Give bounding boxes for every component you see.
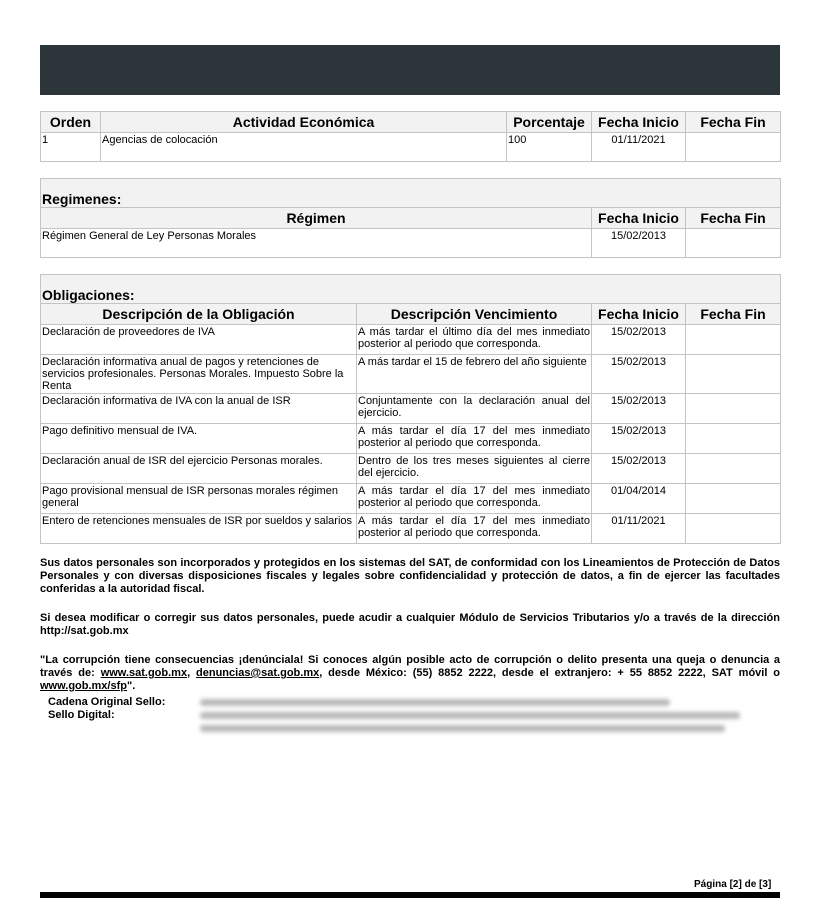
corruption-text-2: ,: [187, 667, 197, 679]
cell-fecha-inicio: 15/02/2013: [592, 229, 686, 258]
page-indicator: [694, 879, 771, 890]
cell-vencimiento: A más tardar el último día del mes inmediato posterior al periodo que corresponda.: [357, 325, 592, 355]
cell-fecha-fin: [686, 484, 781, 514]
obligaciones-title: Obligaciones:: [41, 275, 781, 304]
corruption-text-1: "La corrupción tiene consecuencias ¡denúnciala! Si conoces algún posible acto de corrupción o delito presenta una queja o denuncia a través de:: [40, 654, 780, 679]
cell-vencimiento: A más tardar el 15 de febrero del año siguiente: [357, 355, 592, 394]
cell-vencimiento: A más tardar el día 17 del mes inmediato posterior al periodo que corresponda.: [357, 484, 592, 514]
table-row: [41, 394, 781, 424]
cell-fecha-fin: [686, 514, 781, 544]
cell-fecha-inicio: 01/04/2014: [592, 484, 686, 514]
cell-fecha-inicio: 15/02/2013: [592, 454, 686, 484]
cell-porcentaje: 100: [507, 133, 592, 162]
table-row: [41, 229, 781, 258]
redacted-seal-line: [200, 699, 670, 706]
cell-fecha-fin: [686, 454, 781, 484]
section-title-row: [41, 179, 781, 208]
cell-descripcion: Declaración de proveedores de IVA: [41, 325, 357, 355]
page-de: de: [744, 879, 757, 890]
table-header-row: [41, 304, 781, 325]
regimenes-table: [40, 178, 781, 258]
corruption-text-4: ".: [127, 680, 136, 692]
cell-vencimiento: A más tardar el día 17 del mes inmediato posterior al periodo que corresponda.: [357, 424, 592, 454]
col-header-regimen: Régimen: [41, 208, 592, 229]
col-header-fecha-fin: Fecha Fin: [686, 304, 781, 325]
table-row: [41, 133, 781, 162]
sat-link[interactable]: www.sat.gob.mx: [100, 667, 188, 679]
activities-table: [40, 111, 781, 162]
cell-fecha-fin: [686, 355, 781, 394]
col-header-fecha-fin: Fecha Fin: [686, 208, 781, 229]
seal-labels: [48, 696, 165, 722]
cell-regimen: Régimen General de Ley Personas Morales: [41, 229, 592, 258]
section-title-row: [41, 275, 781, 304]
col-header-actividad: Actividad Económica: [101, 112, 507, 133]
cell-actividad: Agencias de colocación: [101, 133, 507, 162]
cell-vencimiento: Dentro de los tres meses siguientes al cierre del ejercicio.: [357, 454, 592, 484]
page-total: [3]: [759, 879, 772, 890]
cell-descripcion: Declaración informativa anual de pagos y retenciones de servicios profesionales. Personas Morales. Impuesto Sobre la Renta: [41, 355, 357, 394]
table-row: [41, 355, 781, 394]
col-header-fecha-inicio: Fecha Inicio: [592, 304, 686, 325]
cadena-original-label: Cadena Original Sello:: [48, 696, 166, 708]
col-header-descripcion: Descripción de la Obligación: [41, 304, 357, 325]
data-correction-notice: Si desea modificar o corregir sus datos personales, puede acudir a cualquier Módulo de Servicios Tributarios y/o a través de la dirección http://sat.gob.mx: [40, 612, 780, 637]
cell-fecha-inicio: 15/02/2013: [592, 394, 686, 424]
table-header-row: [41, 112, 781, 133]
footer-bar: [40, 892, 780, 898]
regimenes-title: Regimenes:: [41, 179, 781, 208]
cell-fecha-inicio: 01/11/2021: [592, 514, 686, 544]
cell-fecha-fin: [686, 325, 781, 355]
table-row: [41, 514, 781, 544]
denuncias-email-link[interactable]: denuncias@sat.gob.mx: [196, 667, 320, 679]
cell-descripcion: Entero de retenciones mensuales de ISR por sueldos y salarios: [41, 514, 357, 544]
table-row: [41, 454, 781, 484]
redacted-seal-line: [200, 712, 740, 719]
header-bar: [40, 45, 780, 95]
table-header-row: [41, 208, 781, 229]
col-header-fecha-inicio: Fecha Inicio: [592, 208, 686, 229]
table-row: [41, 484, 781, 514]
col-header-fecha-inicio: Fecha Inicio: [592, 112, 686, 133]
page-label: Página: [694, 879, 727, 890]
col-header-fecha-fin: Fecha Fin: [686, 112, 781, 133]
col-header-porcentaje: Porcentaje: [507, 112, 592, 133]
cell-orden: 1: [41, 133, 101, 162]
cell-fecha-inicio: 01/11/2021: [592, 133, 686, 162]
redacted-seal-line: [200, 725, 725, 732]
cell-fecha-fin: [686, 133, 781, 162]
corruption-text-3: , desde México: (55) 8852 2222, desde el extranjero: + 55 8852 2222, SAT móvil o: [319, 667, 780, 679]
cell-vencimiento: Conjuntamente con la declaración anual del ejercicio.: [357, 394, 592, 424]
sfp-link[interactable]: www.gob.mx/sfp: [40, 680, 127, 692]
corruption-notice: [40, 654, 780, 693]
page-current: [2]: [729, 879, 742, 890]
table-row: [41, 325, 781, 355]
obligaciones-table: [40, 274, 781, 544]
cell-fecha-inicio: 15/02/2013: [592, 355, 686, 394]
table-row: [41, 424, 781, 454]
cell-fecha-fin: [686, 424, 781, 454]
col-header-orden: Orden: [41, 112, 101, 133]
cell-fecha-fin: [686, 229, 781, 258]
cell-descripcion: Declaración anual de ISR del ejercicio Personas morales.: [41, 454, 357, 484]
cell-descripcion: Declaración informativa de IVA con la anual de ISR: [41, 394, 357, 424]
cell-descripcion: Pago definitivo mensual de IVA.: [41, 424, 357, 454]
privacy-notice: Sus datos personales son incorporados y protegidos en los sistemas del SAT, de conformidad con los Lineamientos de Protección de Datos Personales y con diversas disposiciones fiscales y legales sobre confidencialidad y protección de datos, a fin de ejercer las facultades conferidas a la autoridad fiscal.: [40, 557, 780, 595]
col-header-vencimiento: Descripción Vencimiento: [357, 304, 592, 325]
cell-vencimiento: A más tardar el día 17 del mes inmediato posterior al periodo que corresponda.: [357, 514, 592, 544]
cell-fecha-inicio: 15/02/2013: [592, 325, 686, 355]
cell-descripcion: Pago provisional mensual de ISR personas morales régimen general: [41, 484, 357, 514]
sello-digital-label: Sello Digital:: [48, 709, 115, 721]
cell-fecha-inicio: 15/02/2013: [592, 424, 686, 454]
cell-fecha-fin: [686, 394, 781, 424]
